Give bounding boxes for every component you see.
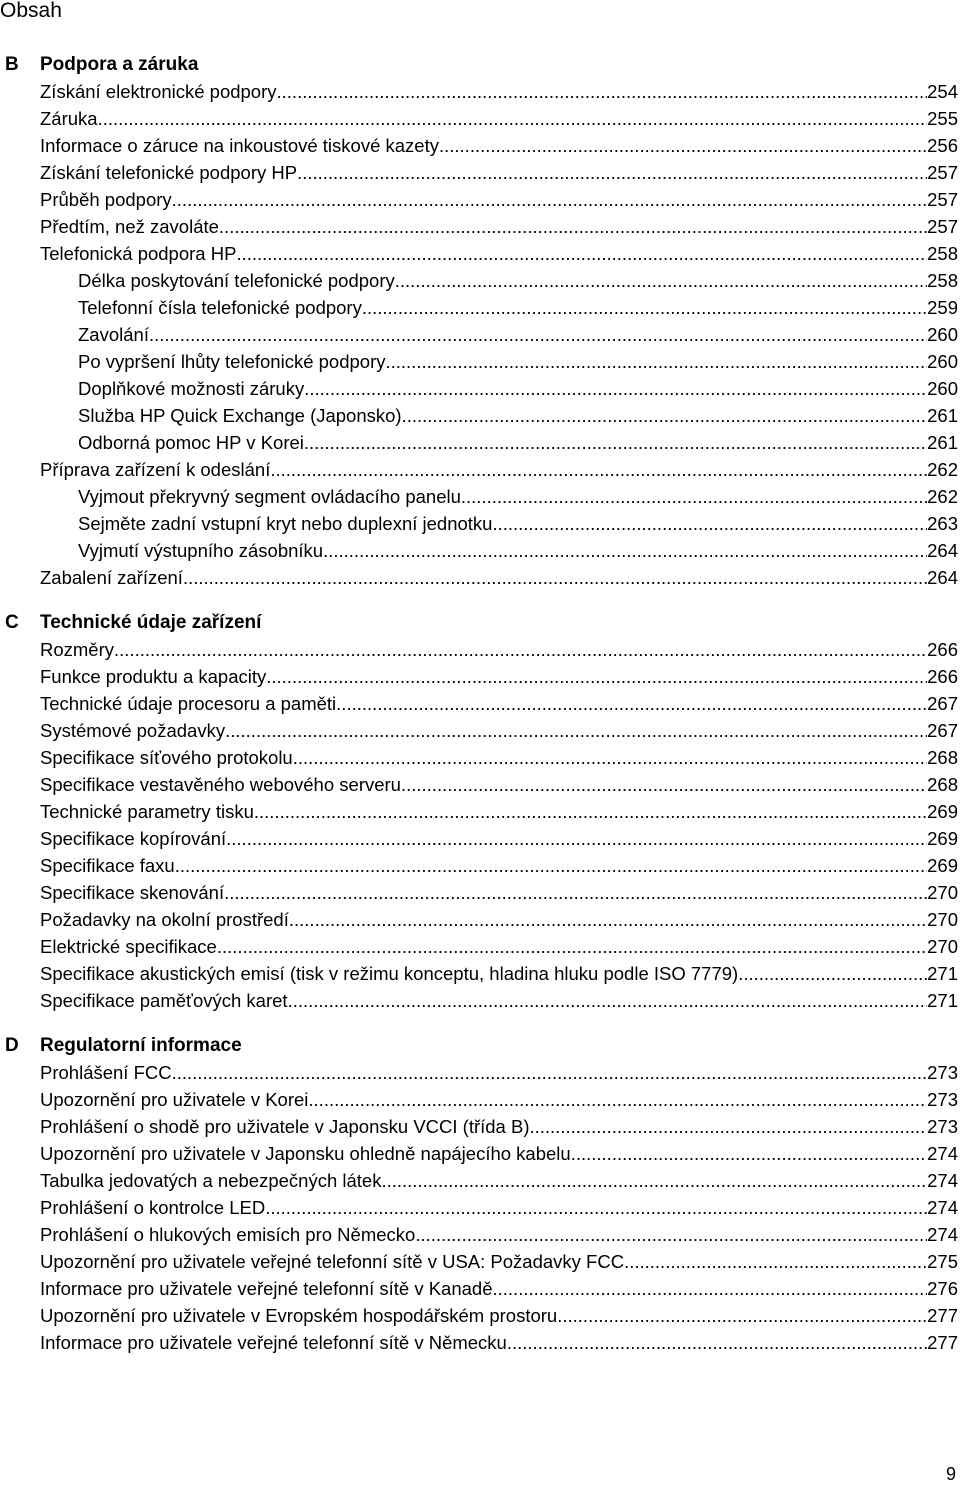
toc-entry[interactable]: [0, 564, 960, 591]
section-title: Regulatorní informace: [40, 1035, 242, 1056]
toc-entry-page: 274: [927, 1197, 958, 1218]
dot-leader: [401, 771, 927, 798]
toc-entry[interactable]: [0, 132, 960, 159]
toc-entry-page: 266: [927, 666, 958, 687]
dot-leader: [236, 240, 927, 267]
dot-leader: [304, 429, 927, 456]
toc-entry[interactable]: [0, 1221, 960, 1248]
toc-entry-title: Tabulka jedovatých a nebezpečných látek: [40, 1170, 382, 1191]
toc-entry-title: Prohlášení o hlukových emisích pro Německo: [40, 1224, 416, 1245]
dot-leader: [225, 717, 927, 744]
toc-entry[interactable]: [0, 1248, 960, 1275]
dot-leader: [395, 267, 927, 294]
toc-entry-page: 267: [927, 693, 958, 714]
toc-section: [0, 51, 960, 591]
dot-leader: [266, 663, 927, 690]
toc-entry-title: Upozornění pro uživatele v Japonsku ohledně napájecího kabelu: [40, 1143, 571, 1164]
section-title: Podpora a záruka: [40, 54, 199, 75]
toc-entry[interactable]: [0, 663, 960, 690]
toc-entry-title: Odborná pomoc HP v Korei: [78, 432, 304, 453]
toc-entry-title: Rozměry: [40, 639, 115, 660]
toc-entry-title: Elektrické specifikace: [40, 936, 217, 957]
toc-entry-title: Technické parametry tisku: [40, 801, 254, 822]
toc-entry-page: 269: [927, 828, 958, 849]
toc-entry-page: 260: [927, 324, 958, 345]
dot-leader: [265, 1194, 927, 1221]
toc-entry-page: 276: [927, 1278, 958, 1299]
dot-leader: [493, 1275, 928, 1302]
section-letter: B: [5, 54, 19, 75]
toc-entry-page: 255: [927, 108, 958, 129]
toc-entry-title: Upozornění pro uživatele v Evropském hospodářském prostoru: [40, 1305, 558, 1326]
toc-entry-page: 277: [927, 1305, 958, 1326]
dot-leader: [385, 348, 927, 375]
toc-entry-page: 261: [927, 432, 958, 453]
toc-entry-page: 269: [927, 801, 958, 822]
toc-entry-page: 263: [927, 513, 958, 534]
page-number: 9: [945, 1464, 956, 1484]
toc-entry-page: 258: [927, 270, 958, 291]
toc-entry[interactable]: [0, 1302, 960, 1329]
toc-entry-page: 270: [927, 882, 958, 903]
toc-entry-title: Upozornění pro uživatele veřejné telefonní sítě v USA: Požadavky FCC: [40, 1251, 625, 1272]
toc-entry[interactable]: [0, 1329, 960, 1356]
toc-entry-page: 260: [927, 351, 958, 372]
dot-leader: [308, 1086, 927, 1113]
toc-entry-page: 262: [927, 459, 958, 480]
toc-section: [0, 609, 960, 1014]
toc-entry-page: 260: [927, 378, 958, 399]
toc-entry[interactable]: [0, 987, 960, 1014]
toc-entry-title: Příprava zařízení k odeslání: [40, 459, 271, 480]
dot-leader: [226, 825, 927, 852]
toc-entry[interactable]: [0, 744, 960, 771]
toc-entry-title: Technické údaje procesoru a paměti: [40, 693, 337, 714]
dot-leader: [293, 744, 927, 771]
section-heading[interactable]: [0, 609, 960, 636]
dot-leader: [402, 402, 928, 429]
toc-entry-title: Specifikace faxu: [40, 855, 175, 876]
toc-entry-title: Informace pro uživatele veřejné telefonní sítě v Německu: [40, 1332, 507, 1353]
toc-entry[interactable]: [0, 159, 960, 186]
toc-entry[interactable]: [0, 510, 960, 537]
toc-section: [0, 1032, 960, 1356]
toc-entry-title: Zavolání: [78, 324, 149, 345]
dot-leader: [254, 798, 927, 825]
dot-leader: [297, 159, 927, 186]
toc-entry-page: 259: [927, 297, 958, 318]
toc-entry-title: Po vypršení lhůty telefonické podpory: [78, 351, 386, 372]
dot-leader: [217, 933, 927, 960]
toc-entry[interactable]: [0, 537, 960, 564]
toc-entry-title: Specifikace akustických emisí (tisk v režimu konceptu, hladina hluku podle ISO 7779): [40, 963, 739, 984]
toc-entry-page: 277: [927, 1332, 958, 1353]
dot-leader: [492, 510, 927, 537]
toc-entry-title: Telefonní čísla telefonické podpory: [78, 297, 362, 318]
toc-entry-page: 271: [927, 990, 958, 1011]
toc-entry-page: 257: [927, 216, 958, 237]
toc-entry-page: 264: [927, 540, 958, 561]
toc-entry[interactable]: [0, 483, 960, 510]
toc-entry[interactable]: [0, 1167, 960, 1194]
toc-entry[interactable]: [0, 879, 960, 906]
toc-entry[interactable]: [0, 1140, 960, 1167]
toc-entry[interactable]: [0, 321, 960, 348]
toc-entry[interactable]: [0, 1194, 960, 1221]
toc-entry-title: Požadavky na okolní prostředí: [40, 909, 289, 930]
toc-entry-page: 271: [927, 963, 958, 984]
page-header-title: Obsah: [0, 0, 62, 22]
toc-entry[interactable]: [0, 960, 960, 987]
toc-entry[interactable]: [0, 933, 960, 960]
toc-entry-page: 268: [927, 747, 958, 768]
toc-entry[interactable]: [0, 186, 960, 213]
toc-entry[interactable]: [0, 375, 960, 402]
dot-leader: [304, 375, 927, 402]
dot-leader: [288, 987, 928, 1014]
dot-leader: [362, 294, 927, 321]
dot-leader: [323, 537, 927, 564]
toc-entry-title: Funkce produktu a kapacity: [40, 666, 267, 687]
toc-entry-title: Služba HP Quick Exchange (Japonsko): [78, 405, 402, 426]
dot-leader: [114, 636, 927, 663]
toc-entry-page: 261: [927, 405, 958, 426]
toc-entry-page: 267: [927, 720, 958, 741]
toc-entry-page: 273: [927, 1089, 958, 1110]
toc-entry-page: 274: [927, 1170, 958, 1191]
toc-entry-page: 262: [927, 486, 958, 507]
toc-entry-page: 273: [927, 1062, 958, 1083]
toc-entry[interactable]: [0, 906, 960, 933]
toc-entry[interactable]: [0, 78, 960, 105]
toc-entry-title: Informace o záruce na inkoustové tiskové kazety: [40, 135, 439, 156]
dot-leader: [415, 1221, 927, 1248]
section-letter: C: [5, 612, 19, 633]
toc-entry-title: Specifikace paměťových karet: [40, 990, 288, 1011]
toc-entry-page: 269: [927, 855, 958, 876]
toc-entry-title: Doplňkové možnosti záruky: [78, 378, 305, 399]
toc-entry-page: 268: [927, 774, 958, 795]
toc-entry[interactable]: [0, 402, 960, 429]
dot-leader: [172, 186, 927, 213]
toc-entry-title: Průběh podpory: [40, 189, 172, 210]
dot-leader: [289, 906, 927, 933]
dot-leader: [277, 78, 928, 105]
section-title: Technické údaje zařízení: [40, 612, 262, 633]
toc-entry[interactable]: [0, 717, 960, 744]
toc-entry-title: Vyjmout překryvný segment ovládacího panelu: [78, 486, 461, 507]
dot-leader: [175, 852, 927, 879]
dot-leader: [461, 483, 927, 510]
toc-entry-title: Získání telefonické podpory HP: [40, 162, 298, 183]
toc-entry-title: Získání elektronické podpory: [40, 81, 277, 102]
dot-leader: [738, 960, 927, 987]
dot-leader: [219, 213, 927, 240]
toc-entry[interactable]: [0, 852, 960, 879]
toc-entry-page: 273: [927, 1116, 958, 1137]
toc-entry-title: Sejměte zadní vstupní kryt nebo duplexní jednotku: [78, 513, 493, 534]
dot-leader: [557, 1302, 927, 1329]
toc-entry-page: 257: [927, 189, 958, 210]
toc-entry-page: 258: [927, 243, 958, 264]
dot-leader: [270, 456, 927, 483]
dot-leader: [149, 321, 927, 348]
toc-entry-title: Specifikace síťového protokolu: [40, 747, 293, 768]
toc-entry-page: 274: [927, 1224, 958, 1245]
toc-entry-title: Informace pro uživatele veřejné telefonní sítě v Kanadě: [40, 1278, 493, 1299]
toc-entry-title: Záruka: [40, 108, 98, 129]
toc-entry[interactable]: [0, 1086, 960, 1113]
section-letter: D: [5, 1035, 19, 1056]
toc-entry-title: Zabalení zařízení: [40, 567, 183, 588]
toc-entry[interactable]: [0, 348, 960, 375]
toc-entry[interactable]: [0, 267, 960, 294]
dot-leader: [571, 1140, 927, 1167]
toc-entry[interactable]: [0, 636, 960, 663]
toc-entry-title: Specifikace vestavěného webového serveru: [40, 774, 401, 795]
toc-entry-title: Předtím, než zavoláte: [40, 216, 219, 237]
dot-leader: [624, 1248, 927, 1275]
toc-entry-title: Vyjmutí výstupního zásobníku: [78, 540, 324, 561]
toc-entry-page: 257: [927, 162, 958, 183]
toc-entry[interactable]: [0, 456, 960, 483]
toc-entry[interactable]: [0, 240, 960, 267]
dot-leader: [439, 132, 927, 159]
toc-entry-title: Specifikace kopírování: [40, 828, 227, 849]
dot-leader: [529, 1113, 927, 1140]
section-heading[interactable]: [0, 51, 960, 78]
toc-entry[interactable]: [0, 294, 960, 321]
toc-entry-title: Systémové požadavky: [40, 720, 226, 741]
toc-entry-title: Délka poskytování telefonické podpory: [78, 270, 395, 291]
toc-entry[interactable]: [0, 798, 960, 825]
toc-entry-title: Prohlášení o kontrolce LED: [40, 1197, 266, 1218]
toc-entry[interactable]: [0, 213, 960, 240]
toc-entry-title: Prohlášení FCC: [40, 1062, 172, 1083]
toc-entry-page: 266: [927, 639, 958, 660]
toc-entry[interactable]: [0, 1113, 960, 1140]
toc-entry-page: 270: [927, 909, 958, 930]
toc-entry-page: 275: [927, 1251, 958, 1272]
table-of-contents: [0, 51, 960, 1374]
toc-entry-title: Upozornění pro uživatele v Korei: [40, 1089, 309, 1110]
dot-leader: [381, 1167, 927, 1194]
dot-leader: [336, 690, 927, 717]
dot-leader: [507, 1329, 927, 1356]
dot-leader: [98, 105, 928, 132]
toc-entry[interactable]: [0, 690, 960, 717]
toc-entry[interactable]: [0, 825, 960, 852]
toc-entry-page: 264: [927, 567, 958, 588]
dot-leader: [224, 879, 927, 906]
toc-entry-page: 270: [927, 936, 958, 957]
toc-entry-page: 274: [927, 1143, 958, 1164]
toc-entry[interactable]: [0, 429, 960, 456]
toc-entry-title: Specifikace skenování: [40, 882, 225, 903]
toc-entry[interactable]: [0, 771, 960, 798]
toc-entry[interactable]: [0, 105, 960, 132]
toc-entry[interactable]: [0, 1059, 960, 1086]
toc-entry-title: Telefonická podpora HP: [40, 243, 237, 264]
toc-entry-title: Prohlášení o shodě pro uživatele v Japonsku VCCI (třída B): [40, 1116, 530, 1137]
toc-entry-page: 254: [927, 81, 958, 102]
toc-entry[interactable]: [0, 1275, 960, 1302]
dot-leader: [183, 564, 927, 591]
dot-leader: [172, 1059, 928, 1086]
toc-entry-page: 256: [927, 135, 958, 156]
section-heading[interactable]: [0, 1032, 960, 1059]
